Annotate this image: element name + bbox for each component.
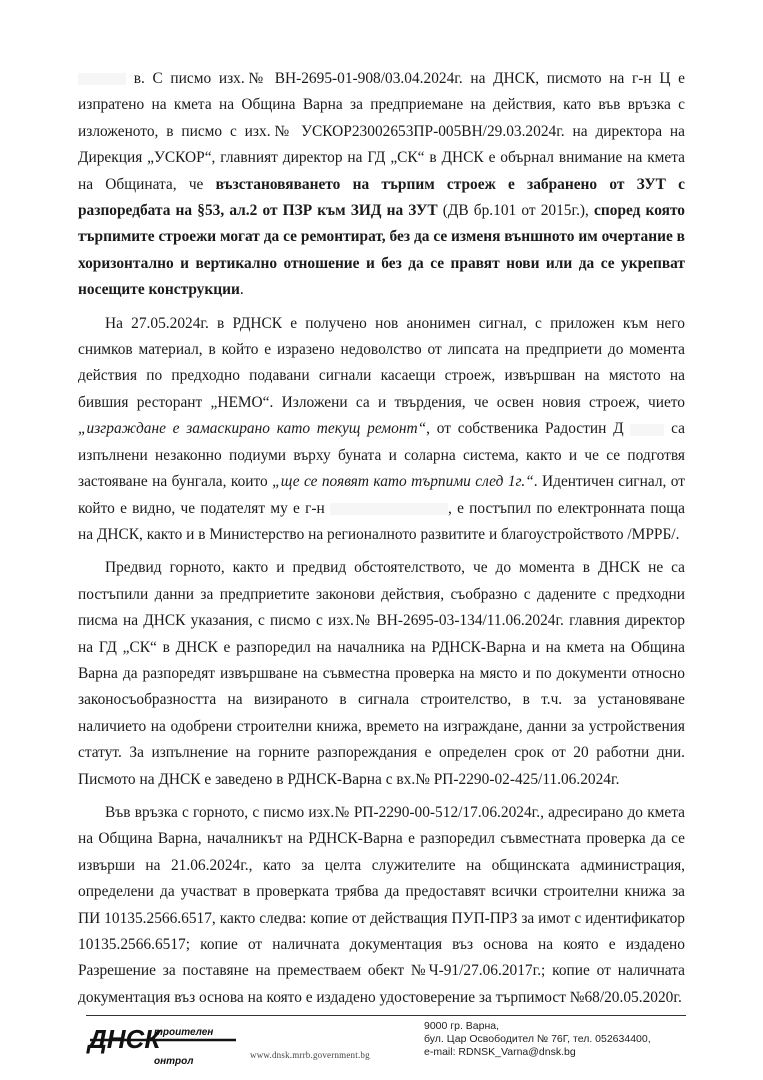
- address-line-2: бул. Цар Освободител № 76Г, тел. 052634400,: [424, 1033, 651, 1045]
- paragraph-1-lead: в. С писмо изх.№ ВН-2695-01-908/03.04.2024г. на ДНСК, писмото на г-н Ц: [133, 70, 671, 87]
- paragraph-2-quote-a: „изграждане е замаскирано като текущ ремонт“: [78, 420, 427, 438]
- paragraph-4: Във връзка с горното, с писмо изх.№ РП-2290-00-512/17.06.2024г., адресирано до кмета на Община Варна, началникът на РДНСК-Варна е разпоредил съвместната проверка да се извърши на 21.06.2024г., като за целта служителите на общинската администрация, определени да участват в проверката трябва да предоставят всички строителни книжа за ПИ 10135.2566.6517, както следва: копие от действащия ПУП-ПРЗ за имот с идентификатор 10135.2566.6517; копие от наличната документация въз основа на която е издадено Разрешение за поставяне на преместваем обект №Ч-91/27.06.2017г.; копие от наличната документация въз основа на която е издадено удостоверение за търпимост №68/20.05.2020г.: [78, 803, 685, 1006]
- paragraph-1-bold2: според която търпимите строежи могат да се ремонтират, без да се изменя външното им очертание в хоризонтално и вертикално отношение и без да се правят нови или да се укрепват носещите конструкции: [78, 202, 685, 299]
- paragraph-2-text-b: , от собственика Радостин Д: [426, 420, 624, 438]
- letter-body: [78, 66, 685, 1018]
- logo-word-1: троителен: [154, 1027, 214, 1038]
- logo-letters: ДНСК: [88, 1024, 161, 1054]
- paragraph-1-bold: възстановяването на търпим строеж е забранено от ЗУТ с разпоредбата на §53, ал.2 от ПЗР към ЗИД на ЗУТ: [78, 175, 685, 220]
- paragraph-1-text2: (ДВ бр.101 от 2015г.),: [437, 202, 595, 220]
- email-line: e-mail: RDNSK_Varna@dnsk.bg: [424, 1046, 576, 1058]
- paragraph-1-end: .: [239, 281, 244, 299]
- contact-block: [424, 1020, 651, 1059]
- address-line-1: 9000 гр. Варна,: [424, 1020, 500, 1032]
- paragraph-2: [78, 311, 685, 549]
- logo-word-2: онтрол: [154, 1056, 194, 1067]
- redacted-mark: [630, 424, 664, 436]
- redacted-mark: [330, 503, 448, 515]
- dnsk-logo: [86, 1018, 246, 1070]
- paragraph-1: [78, 66, 685, 304]
- footer-divider: [86, 1015, 686, 1016]
- website-url: www.dnsk.mrrb.government.bg: [250, 1050, 370, 1060]
- paragraph-2-text-d: . Идентичен сигнал, от който е видно, че подателят му е г-н: [78, 473, 685, 517]
- paragraph-2-text-a: На 27.05.2024г. в РДНСК е получено нов анонимен сигнал, с приложен към него снимков материал, в който е изразено недоволство от липсата на предприети до момента действия по предходно подавани сигнали касаещи строеж, извършван на мястото на бившия ресторант „НЕМО“. Изложени са и твърдения, че освен новия строеж, чието: [78, 314, 685, 411]
- paragraph-2-quote-b: „ще се появят като търпими след 1г.“: [272, 473, 534, 491]
- paragraph-2-text-c: са изпълнени незаконно подиуми върху буната и соларна система, както и че се подготвя застояване на бунгала, които: [78, 420, 685, 491]
- paragraph-2-text-e: , е постъпил по електронната поща на ДНСК, както и в Министерство на регионалното развитите и благоустройството /МРРБ/.: [78, 499, 685, 543]
- paragraph-1-text: е изпратено на кмета на Община Варна за предприемане на действия, като във връзка с изложеното, в писмо с изх.№ УСКОР23002653ПР-005ВН/29.03.2024г. на директора на Дирекция „УСКОР“, главният директор на ГД „СК“ в ДНСК е обърнал внимание на кмета на Общината, че: [78, 70, 685, 193]
- paragraph-3: Предвид горното, както и предвид обстоятелството, че до момента в ДНСК не са постъпили данни за предприетите законови действия, съобразно с дадените с предходни писма на ДНСК указания, с писмо с изх.№ ВН-2695-03-134/11.06.2024г. главния директор на ГД „СК“ в ДНСК е разпоредил на началника на РДНСК-Варна и на кмета на Община Варна да разпоредят извършване на съвместна проверка на място и по документи относно законосъобразността на визираното в сигнала строителство, в т.ч. за установяване наличието на одобрени строителни книжа, времето на изграждане, данни за устройствения статут. За изпълнение на горните разпореждания е определен срок от 20 работни дни. Писмото на ДНСК е заведено в РДНСК-Варна с вх.№ РП-2290-02-425/11.06.2024г.: [78, 559, 685, 788]
- redacted-mark: [78, 73, 126, 85]
